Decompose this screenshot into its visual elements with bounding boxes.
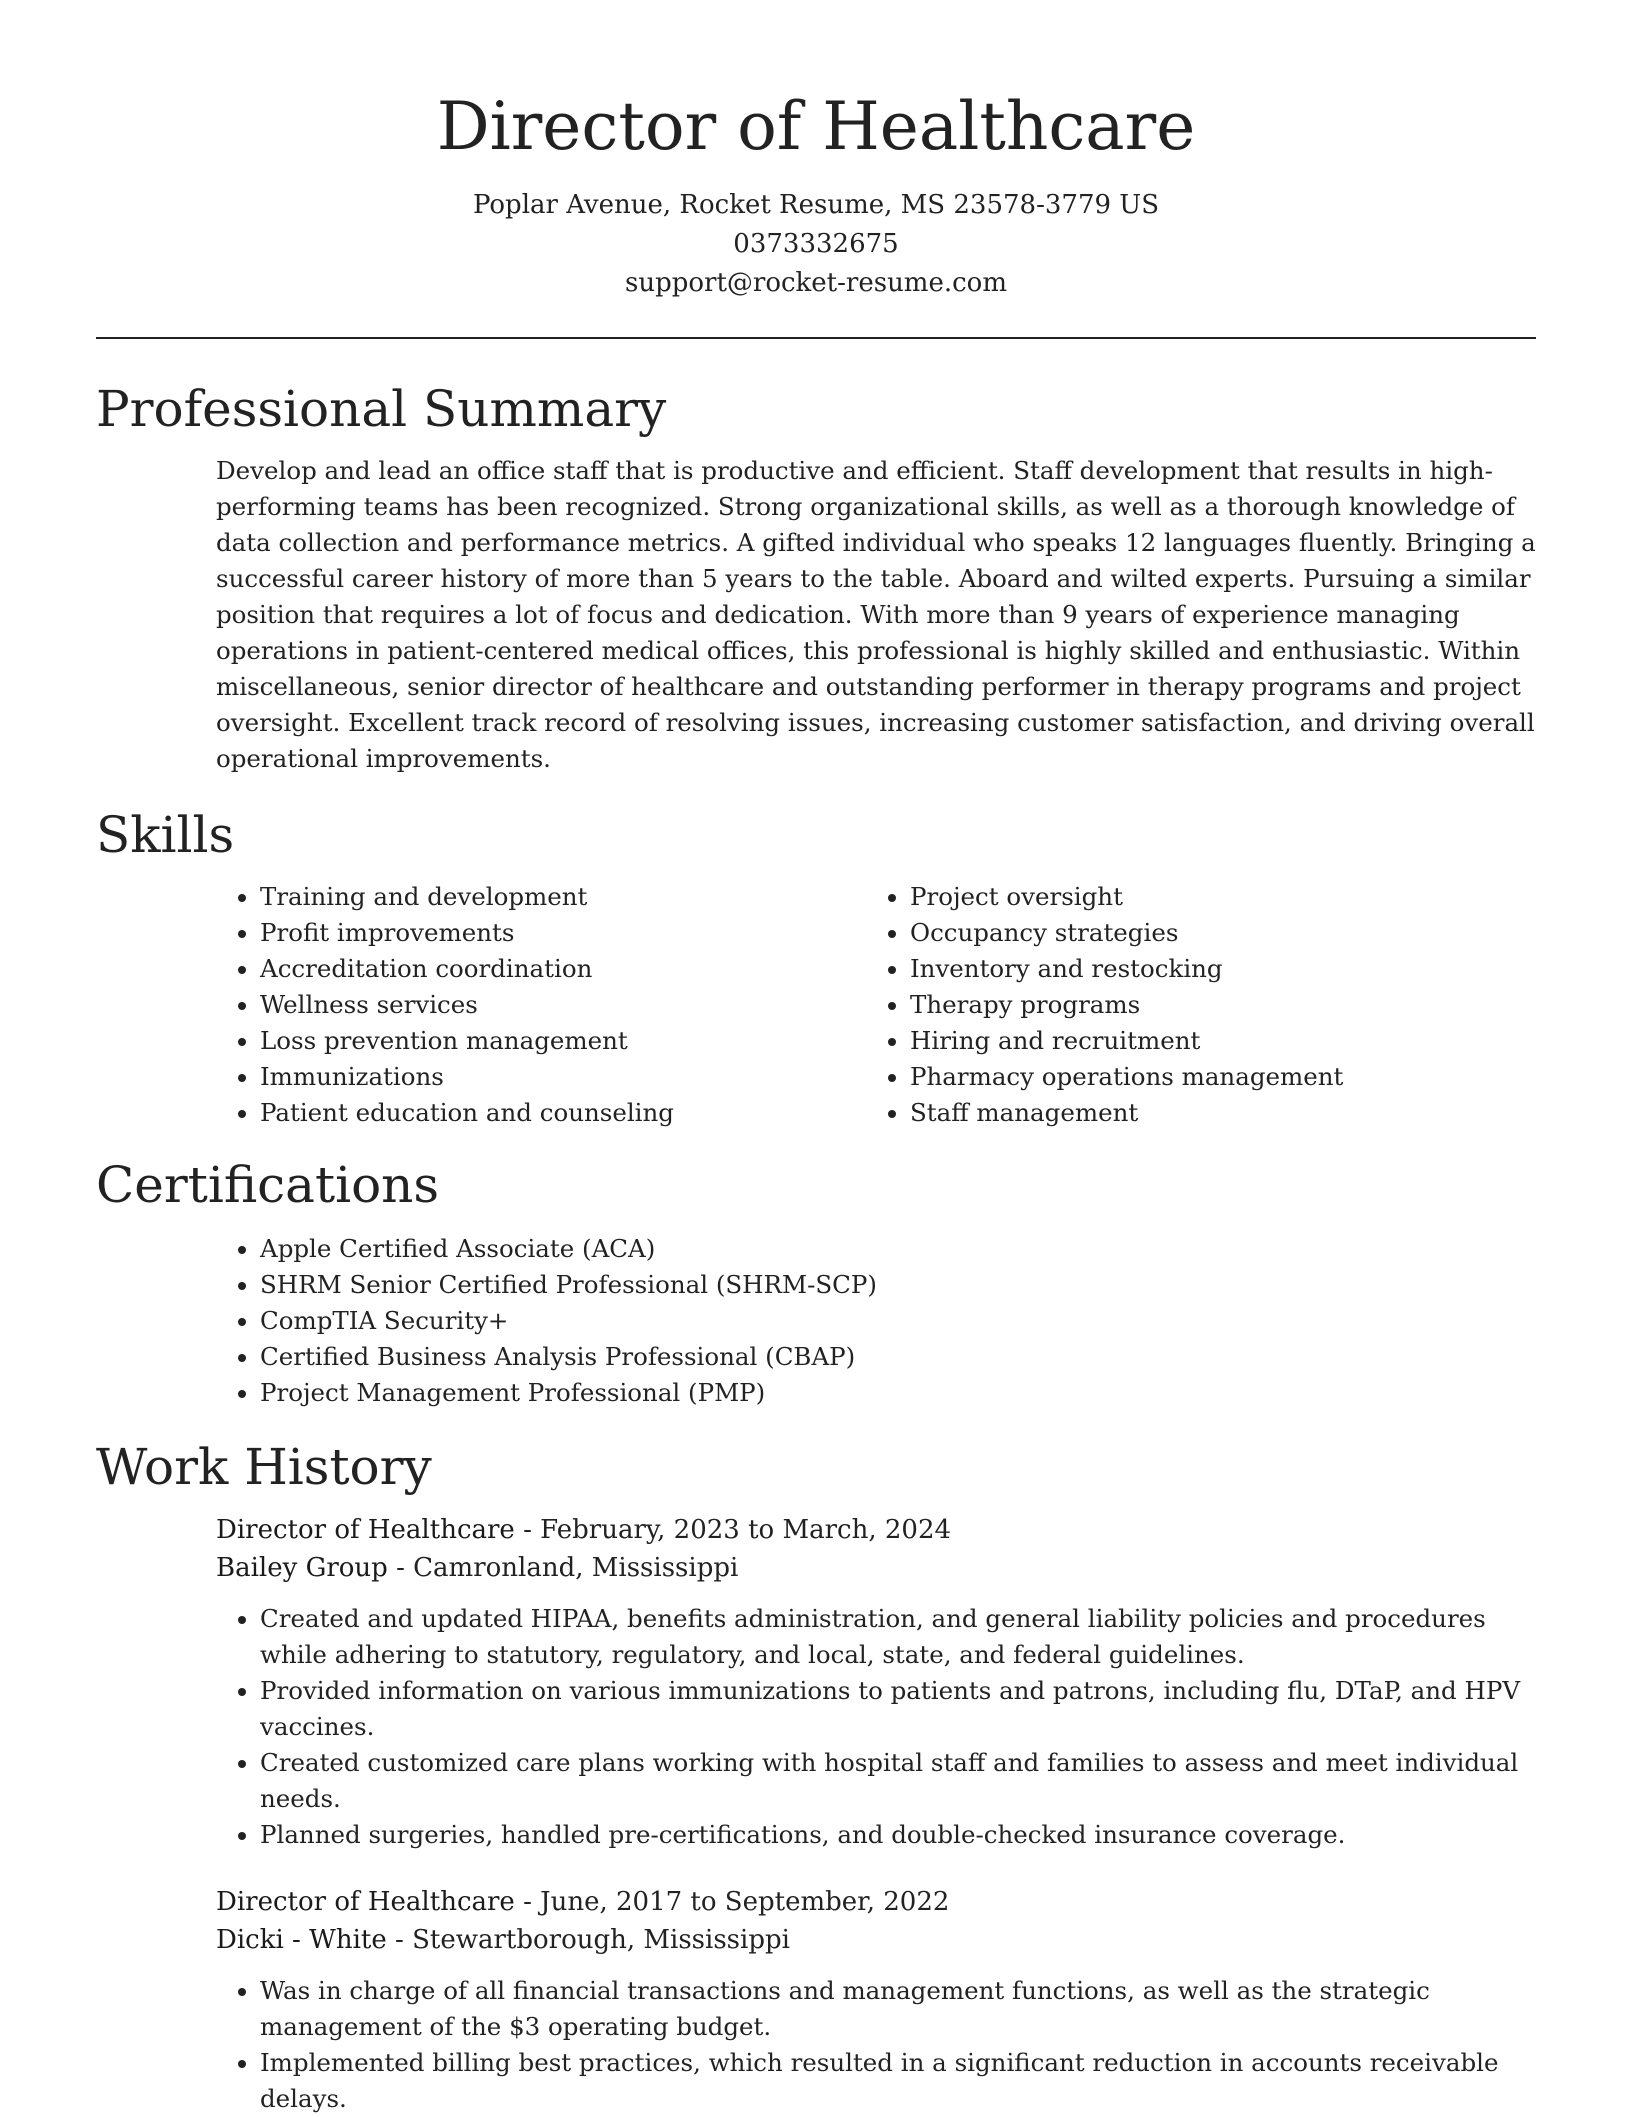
certification-item: • SHRM Senior Certified Professional (SHRM-SCP) <box>260 1267 1536 1303</box>
job-company-line: Bailey Group - Camronland, Mississippi <box>216 1553 739 1583</box>
work-history-section <box>96 1435 1536 2117</box>
job-bullet: • Planned surgeries, handled pre-certifications, and double-checked insurance coverage. <box>260 1817 1536 1853</box>
job-title-line: Director of Healthcare - June, 2017 to September, 2022 <box>216 1887 950 1917</box>
resume-header <box>96 0 1536 303</box>
summary-title: Professional Summary <box>96 380 667 438</box>
certification-item: • CompTIA Security+ <box>260 1303 1536 1339</box>
job-location: Camronland, Mississippi <box>413 1553 739 1583</box>
summary-section <box>96 377 1536 777</box>
skill-item: • Staff management <box>910 1095 1516 1131</box>
skill-item: • Patient education and counseling <box>260 1095 866 1131</box>
job-bullet: • Created customized care plans working with hospital staff and families to assess and meet individual needs. <box>260 1745 1536 1817</box>
job-dates: February, 2023 to March, 2024 <box>540 1515 952 1545</box>
job-entry <box>216 1511 1536 1853</box>
skill-item: • Loss prevention management <box>260 1023 866 1059</box>
job-bullets <box>216 1973 1536 2117</box>
certifications-section <box>96 1153 1536 1411</box>
email: support@rocket-resume.com <box>624 268 1007 298</box>
job-role: Director of Healthcare <box>216 1515 515 1545</box>
skill-item: • Accreditation coordination <box>260 951 866 987</box>
skills-column-right <box>866 879 1516 1131</box>
summary-text: Develop and lead an office staff that is productive and efficient. Staff development that results in high-performing teams has been recognized. Strong organizational skills, as well as a thorough knowledge of data collection and performance metrics. A gifted individual who speaks 12 languages fluently. Bringing a successful career history of more than 5 years to the table. Aboard and wilted experts. Pursuing a similar position that requires a lot of focus and dedication. With more than 9 years of experience managing operations in patient-centered medical offices, this professional is highly skilled and enthusiastic. Within miscellaneous, senior director of healthcare and outstanding performer in therapy programs and project oversight. Excellent track record of resolving issues, increasing customer satisfaction, and driving overall operational improvements. <box>216 456 1536 773</box>
skill-item: • Inventory and restocking <box>910 951 1516 987</box>
skill-item: • Pharmacy operations management <box>910 1059 1516 1095</box>
job-role: Director of Healthcare <box>216 1887 515 1917</box>
job-bullet: • Provided information on various immunizations to patients and patrons, including flu, DTaP, and HPV vaccines. <box>260 1673 1536 1745</box>
contact-info <box>96 186 1536 303</box>
skill-item: • Hiring and recruitment <box>910 1023 1516 1059</box>
skills-grid <box>216 879 1536 1131</box>
job-bullets <box>216 1601 1536 1853</box>
job-bullet: • Implemented billing best practices, which resulted in a significant reduction in accounts receivable delays. <box>260 2045 1536 2117</box>
job-title-line: Director of Healthcare - February, 2023 to March, 2024 <box>216 1515 952 1545</box>
work-history-title: Work History <box>96 1438 432 1496</box>
phone: 0373332675 <box>733 229 899 259</box>
certification-item: • Certified Business Analysis Professional (CBAP) <box>260 1339 1536 1375</box>
skill-item: • Training and development <box>260 879 866 915</box>
job-location: Stewartborough, Mississippi <box>412 1925 790 1955</box>
job-company: Bailey Group <box>216 1553 388 1583</box>
skill-item: • Occupancy strategies <box>910 915 1516 951</box>
skill-item: • Wellness services <box>260 987 866 1023</box>
skills-column-left <box>216 879 866 1131</box>
address: Poplar Avenue, Rocket Resume, MS 23578-3779 US <box>472 190 1160 220</box>
skill-item: • Project oversight <box>910 879 1516 915</box>
header-divider <box>96 337 1536 339</box>
job-bullet: • Created and updated HIPAA, benefits administration, and general liability policies and procedures while adhering to statutory, regulatory, and local, state, and federal guidelines. <box>260 1601 1536 1673</box>
resume-page <box>96 0 1536 2117</box>
certifications-title: Certifications <box>96 1156 440 1214</box>
job-company: Dicki - White <box>216 1925 387 1955</box>
job-bullet: • Was in charge of all financial transactions and management functions, as well as the strategic management of the $3 operating budget. <box>260 1973 1536 2045</box>
certification-item: • Project Management Professional (PMP) <box>260 1375 1536 1411</box>
job-company-line: Dicki - White - Stewartborough, Mississippi <box>216 1925 790 1955</box>
job-dates: June, 2017 to September, 2022 <box>540 1887 950 1917</box>
skill-item: • Immunizations <box>260 1059 866 1095</box>
job-entry <box>216 1883 1536 2117</box>
skill-item: • Therapy programs <box>910 987 1516 1023</box>
summary-body <box>216 453 1536 777</box>
skills-title: Skills <box>96 806 235 864</box>
certification-item: • Apple Certified Associate (ACA) <box>260 1231 1536 1267</box>
candidate-name: Director of Healthcare <box>436 88 1196 165</box>
certifications-body <box>216 1231 1536 1411</box>
skills-section <box>96 803 1536 1131</box>
skill-item: • Profit improvements <box>260 915 866 951</box>
